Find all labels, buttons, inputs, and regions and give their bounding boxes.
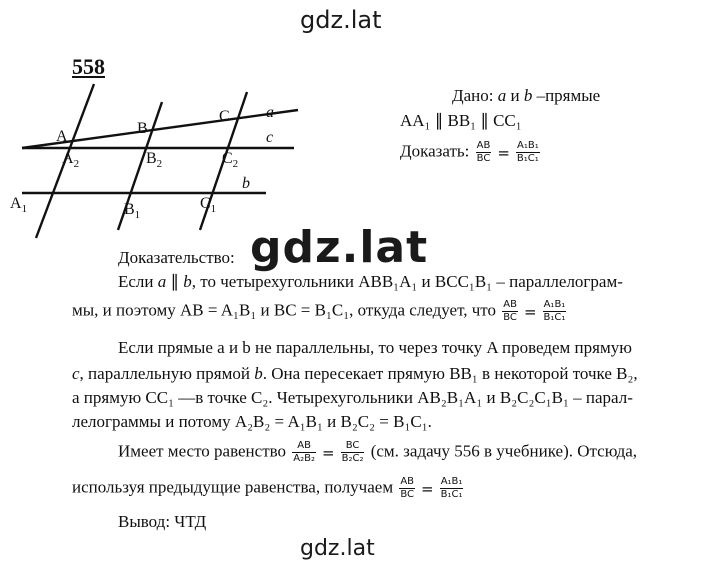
fraction-a1b1-b1c1-3: $\frac{\text{A₁B₁}}{\text{B₁C₁}}$ <box>440 476 463 500</box>
label-point-c: C <box>219 108 230 125</box>
watermark-top: gdz.lat <box>300 6 382 34</box>
proof-p3-line1: Имеет место равенство $\frac{AB}{\text{A₂B₂}}$ = $\frac{BC}{\text{B₂C₂}}$ (см. задачу 556 в учебнике). Отсюда, <box>118 440 638 464</box>
label-line-c: c <box>266 129 274 146</box>
proof-p2-line2: c, параллельную прямой b. Она пересекает прямую BB₁ в некоторой точке B₂, <box>72 364 638 383</box>
fraction-a1b1-b1c1-2: $\frac{\text{A₁B₁}}{\text{B₁C₁}}$ <box>543 299 566 323</box>
given-line-1: Дано: a и b –прямые <box>452 86 601 105</box>
proof-p1-line2: мы, и поэтому AB = A₁B₁ и BC = B₁C₁, откуда следует, что $\frac{AB}{BC}$ = $\frac{\text{A₁B₁}}{\text{B₁C₁}}$ <box>72 299 566 323</box>
label-line-b: b <box>242 175 250 192</box>
prove-label: Доказать: <box>400 141 470 161</box>
conclusion: Вывод: ЧТД <box>118 512 207 531</box>
label-point-b2: $B_2$ <box>146 150 163 170</box>
prove-line: Доказать: $\frac{AB}{BC}$ = $\frac{\text{A₁B₁}}{\text{B₁C₁}}$ <box>400 140 539 164</box>
label-point-b1: $B_1$ <box>124 201 141 221</box>
proof-p1-line1: Если a ∥ b, то четырехугольники ABB₁A₁ и BCC₁B₁ – параллелограм- <box>118 272 623 291</box>
label-point-c2: $C_2$ <box>222 150 239 170</box>
fraction-ab-bc-2: $\frac{AB}{BC}$ <box>503 299 517 323</box>
watermark-bottom: gdz.lat <box>300 536 375 561</box>
proof-p2-line4: лелограммы и потому A₂B₂ = A₁B₁ и B₂C₂ = B₁C₁. <box>72 412 432 431</box>
fraction-ab-bc: $\frac{AB}{BC}$ <box>476 140 491 164</box>
fraction-ab-a2b2: $\frac{AB}{\text{A₂B₂}}$ <box>293 440 316 464</box>
proof-p2-line3: а прямую CC₁ —в точке C₂. Четырехугольники AB₂B₁A₁ и B₂C₂C₁B₁ – парал- <box>72 388 633 407</box>
fraction-ab-bc-3: $\frac{AB}{BC}$ <box>400 476 415 500</box>
label-point-b: B <box>137 120 148 137</box>
watermark-center: gdz.lat <box>250 222 429 273</box>
given-label: Дано: <box>452 86 498 105</box>
fraction-a1b1-b1c1: $\frac{\text{A₁B₁}}{\text{B₁C₁}}$ <box>516 140 539 164</box>
proof-p3-line2: используя предыдущие равенства, получаем $\frac{AB}{BC}$ = $\frac{\text{A₁B₁}}{\text{B₁C₁}}$ <box>72 476 463 500</box>
geometry-diagram <box>0 70 310 245</box>
proof-heading: Доказательство: <box>118 248 235 267</box>
label-point-a2: $A_2$ <box>62 150 80 170</box>
proof-p2-line1: Если прямые a и b не параллельны, то через точку A проведем прямую <box>118 338 632 357</box>
label-point-a: A <box>56 128 68 145</box>
label-point-c1: $C_1$ <box>200 195 217 215</box>
label-point-a1: $A_1$ <box>10 195 28 215</box>
label-line-a: a <box>266 104 274 121</box>
fraction-bc-b2c2: $\frac{BC}{\text{B₂C₂}}$ <box>341 440 364 464</box>
problem-number: 558 <box>72 54 105 79</box>
given-line-2: AA₁ ∥ BB₁ ∥ CC₁ <box>400 111 522 130</box>
